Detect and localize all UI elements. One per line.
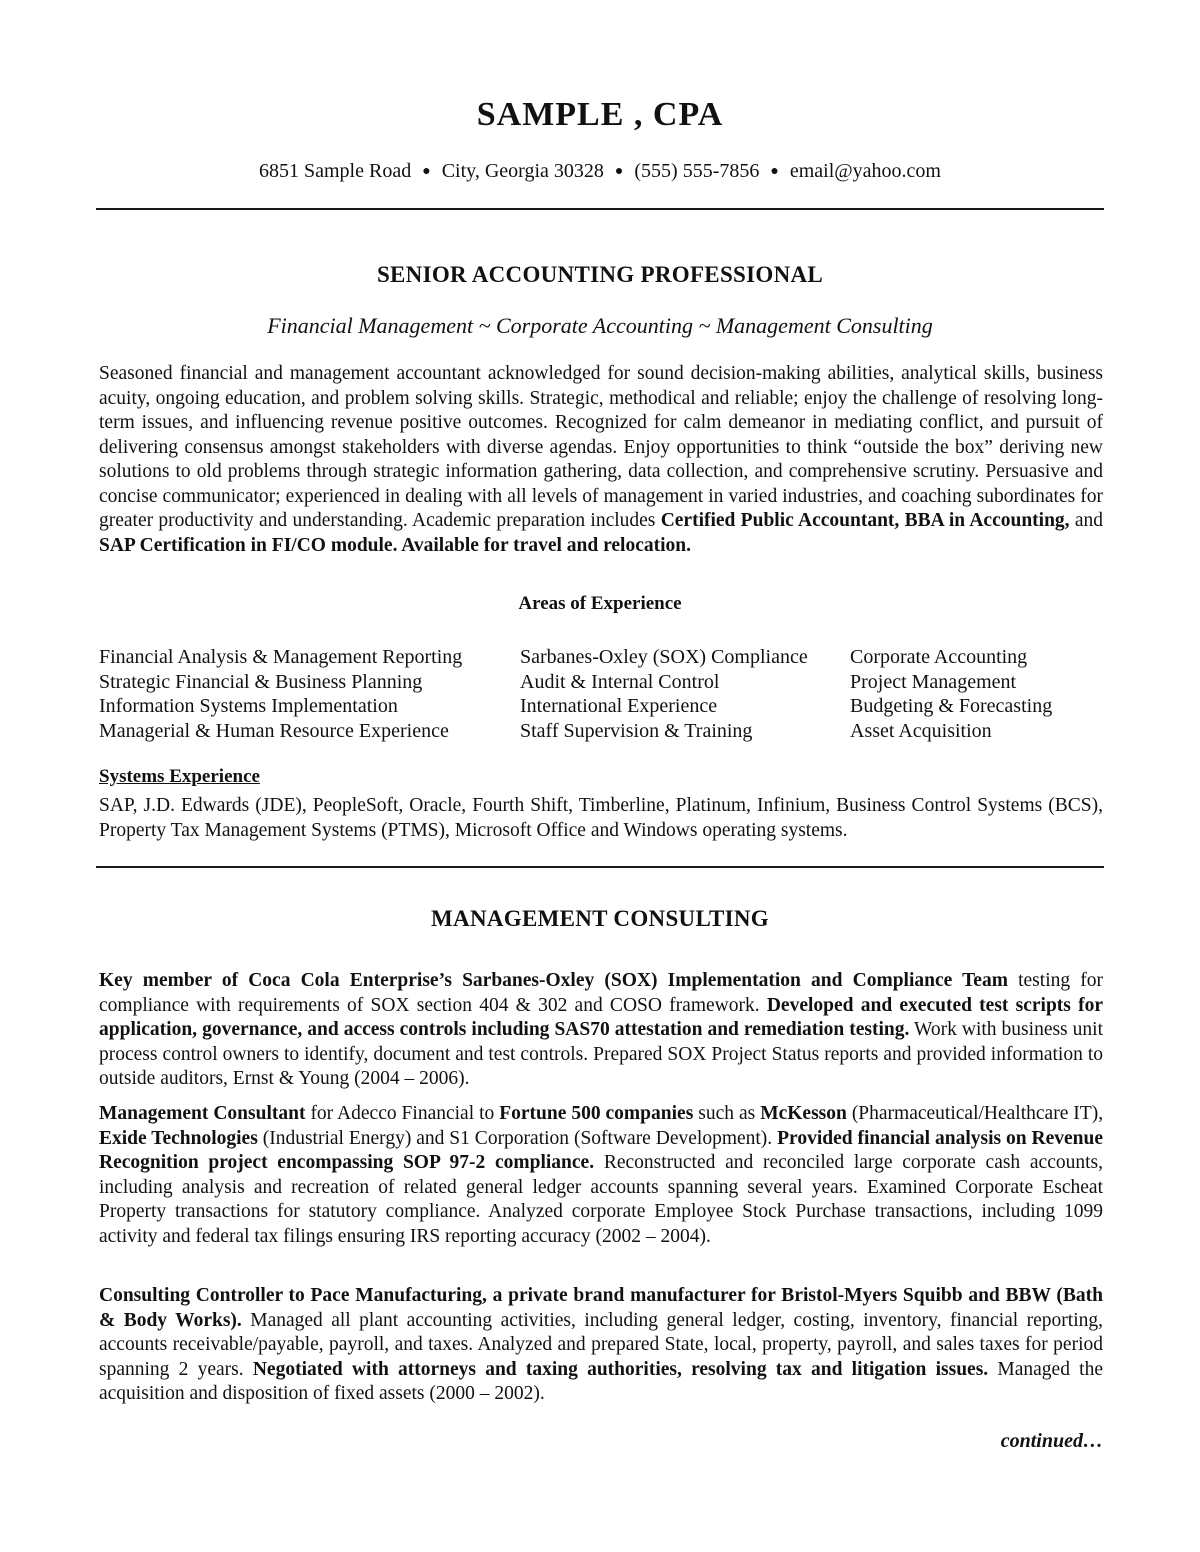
entry-text: (Pharmaceutical/Healthcare IT),	[851, 1103, 1104, 1124]
entry-bold: Provided financial analysis on Revenue Recognition project encompassing SOP 97-2 compliance.	[99, 1127, 1104, 1173]
bullet-separator: ●	[770, 164, 779, 179]
entry-bold: Key member of Coca Cola Enterprise’s Sarbanes-Oxley (SOX) Implementation and Compliance Team	[99, 970, 1008, 991]
continued-note: continued…	[1000, 1430, 1103, 1452]
entry-text: (Industrial Energy) and S1 Corporation (Software Development).	[262, 1127, 773, 1149]
divider	[96, 866, 1104, 868]
entry-text: Managed the acquisition and disposition of fixed assets (2000 – 2002).	[99, 1358, 1103, 1404]
entry-bold: Developed and executed test scripts for application, governance, and access controls including SAS70 attestation and remediation testing.	[99, 994, 1104, 1040]
entry-text: Work with business unit process control owners to identify, document and test controls. Prepared SOX Project Status reports and provided information to outside auditors, Ernst & Young (2004 – 2006).	[99, 1019, 1103, 1089]
areas-heading: Areas of Experience	[518, 593, 682, 614]
contact-line	[0, 160, 1200, 183]
areas-grid	[99, 645, 1103, 743]
bullet-separator: ●	[422, 164, 431, 179]
systems-text: SAP, J.D. Edwards (JDE), PeopleSoft, Oracle, Fourth Shift, Timberline, Platinum, Infinium, Business Control Systems (BCS), Property Tax Management Systems (PTMS), Microsoft Office and Windows operating systems.	[99, 795, 1103, 841]
profile-title: SENIOR ACCOUNTING PROFESSIONAL	[376, 262, 824, 287]
consulting-entry-coca-cola	[99, 969, 1103, 1092]
systems-heading: Systems Experience	[99, 766, 260, 787]
area-item: Information Systems Implementation	[99, 695, 398, 717]
entry-bold: McKesson	[760, 1103, 847, 1124]
entry-text: Reconstructed and reconciled large corporate cash accounts, including analysis and recreation of related general ledger accounts spanning several years. Examined Corporate Escheat Property transactions for statutory compliance. Analyzed corporate Employee Stock Purchase transactions, including 1099 activity and federal tax filings ensuring IRS reporting accuracy (2002 – 2004).	[99, 1152, 1104, 1247]
area-item: Asset Acquisition	[850, 719, 992, 742]
entry-bold: Negotiated with attorneys and taxing authorities, resolving tax and litigation issues.	[252, 1358, 989, 1380]
consulting-title: MANAGEMENT CONSULTING	[431, 906, 769, 931]
entry-text: such as	[698, 1103, 756, 1124]
entry-text: testing for compliance with requirements of SOX section 404 & 302 and COSO framework.	[99, 970, 1103, 1016]
summary-text: Seasoned financial and management accountant acknowledged for sound decision-making abilities, analytical skills, business acuity, ongoing education, and problem solving skills. Strategic, methodical and reliable; enjoy the challenge of resolving long-term issues, and influencing revenue positive outcomes. Recognized for calm demeanor in mediating conflict, and pursuit of delivering consensus amongst stakeholders with diverse agendas. Enjoy opportunities to think “outside the box” deriving new solutions to old problems through strategic information gathering, data collection, and comprehensive scrutiny. Persuasive and concise communicator; experienced in dealing with all levels of management in varied industries, and coaching subordinates for greater productivity and understanding. Academic preparation includes	[99, 363, 1103, 531]
entry-bold: Exide Technologies	[99, 1127, 258, 1149]
area-item: International Experience	[520, 695, 718, 717]
area-item: Audit & Internal Control	[520, 670, 720, 693]
area-item: Project Management	[850, 670, 1017, 693]
profile-summary	[99, 362, 1103, 558]
profile-focus: Financial Management ~ Corporate Accounting ~ Management Consulting	[267, 313, 933, 338]
area-item: Staff Supervision & Training	[520, 719, 753, 742]
divider	[96, 208, 1104, 210]
summary-and: and	[1074, 510, 1104, 531]
bullet-separator: ●	[614, 164, 624, 179]
entry-bold: Management Consultant	[99, 1103, 306, 1124]
entry-text: Managed all plant accounting activities, including general ledger, costing, inventory, financial reporting, accounts receivable/payable, payroll, and taxes. Analyzed and prepared State, local, property, payroll, and sales taxes for period spanning 2 years.	[99, 1309, 1103, 1380]
area-item: Budgeting & Forecasting	[850, 695, 1053, 717]
phone: (555) 555-7856	[634, 160, 760, 182]
area-item: Strategic Financial & Business Planning	[99, 670, 423, 693]
city: City, Georgia 30328	[441, 160, 604, 182]
consulting-entry-pace	[99, 1284, 1103, 1407]
area-item: Managerial & Human Resource Experience	[99, 719, 449, 742]
address: 6851 Sample Road	[259, 160, 412, 182]
candidate-name: SAMPLE , CPA	[476, 96, 724, 133]
entry-text: for Adecco Financial to	[310, 1103, 495, 1124]
summary-sap: SAP Certification in FI/CO module. Available for travel and relocation.	[99, 534, 692, 556]
entry-bold: Consulting Controller to Pace Manufacturing, a private brand manufacturer for Bristol-Myers Squibb and BBW (Bath & Body Works).	[99, 1285, 1103, 1331]
entry-bold: Fortune 500 companies	[499, 1103, 694, 1124]
consulting-entry-adecco	[99, 1102, 1103, 1249]
summary-credentials: Certified Public Accountant, BBA in Accounting,	[660, 510, 1070, 531]
area-item: Financial Analysis & Management Reporting	[99, 646, 463, 668]
area-item: Sarbanes-Oxley (SOX) Compliance	[520, 646, 808, 668]
area-item: Corporate Accounting	[850, 646, 1028, 668]
email: email@yahoo.com	[789, 160, 941, 182]
